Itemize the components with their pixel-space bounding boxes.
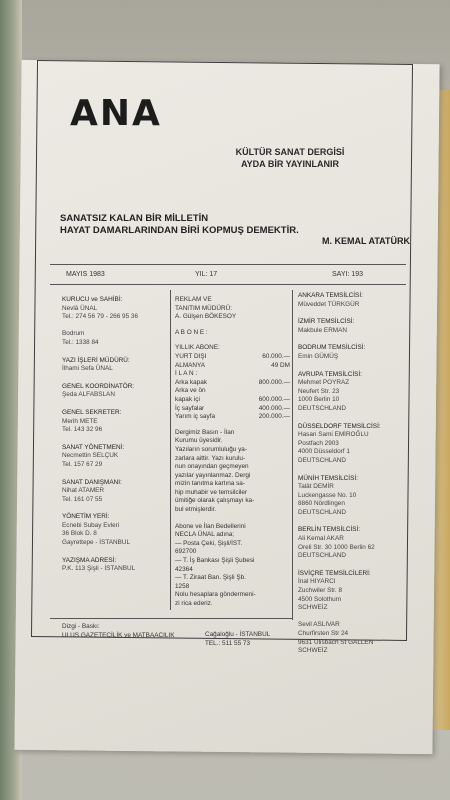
ad-manager-title: REKLAM VE	[175, 296, 212, 303]
representative-line: Luckengasse No. 10	[298, 491, 357, 499]
note-line: Yazıların sorumluluğu ya-	[175, 445, 247, 453]
subscription-row	[175, 353, 290, 362]
editorial-note	[175, 429, 290, 515]
representative-line: 4000 Düsseldorf 1	[298, 448, 350, 456]
quote-line-1: SANATSIZ KALAN BİR MİLLETİN	[60, 213, 209, 224]
quote-line-2: HAYAT DAMARLARINDAN BİRİ KOPMUŞ DEMEKTİR.	[60, 225, 299, 236]
quote-author: M. KEMAL ATATÜRK	[322, 236, 410, 246]
subscription-list	[175, 353, 290, 370]
representative-line: Sevil ASLIVAR	[298, 621, 340, 629]
staff-line: Şeda ALFABSLAN	[62, 391, 115, 399]
ad-price-row	[175, 413, 290, 422]
representative-line: DEUTSCHLAND	[298, 456, 346, 464]
representative-line: SCHWEİZ	[298, 647, 328, 655]
representative-title: İSVİÇRE TEMSİLCİLERİ:	[298, 569, 371, 577]
staff-line: Bodrum	[62, 330, 85, 338]
representative-block	[298, 475, 413, 518]
staff-line: Tel.: 274 56 79 - 266 95 36	[62, 313, 139, 321]
ad-price-row	[175, 387, 290, 396]
payment-line: 1258	[175, 582, 190, 590]
issue-number: SAYI: 193	[332, 271, 364, 278]
staff-block	[62, 513, 167, 547]
subscription-label: YURT DIŞI	[175, 352, 207, 360]
representative-title: MÜNİH TEMSİLCİSİ:	[298, 474, 358, 482]
note-line: bul etmişlerdir.	[175, 506, 217, 514]
representative-line: Emin GÜMÜŞ	[298, 352, 339, 360]
note-line: Kurumu üyesidir.	[175, 437, 223, 445]
issue-month: MAYIS 1983	[66, 271, 105, 278]
ad-price-label: Arka ve ön	[175, 387, 206, 395]
ads-title: İ L A N :	[175, 370, 198, 378]
ad-price-label: kapak içi	[175, 395, 200, 403]
ad-price-value: 200.000.—	[258, 413, 290, 421]
representative-block	[298, 318, 413, 335]
payment-line: — T. Ziraat Ban. Şişli Şb.	[175, 574, 246, 582]
note-line: zarlara aittir. Yazı kurulu-	[175, 454, 246, 462]
note-line: mizin tanıtma kartına sa-	[175, 480, 245, 488]
representative-line: Makbule ERMAN	[298, 326, 348, 334]
ad-price-value: 600.000.—	[258, 395, 290, 403]
staff-title: SANAT YÖNETMENİ:	[62, 443, 125, 451]
staff-block	[62, 444, 167, 470]
staff-block	[62, 383, 167, 400]
representative-line: DEUTSCHLAND	[298, 552, 346, 560]
staff-title: KURUCU ve SAHİBİ:	[62, 296, 123, 303]
payment-line: Nolu hesaplara göndermeni-	[175, 591, 256, 599]
staff-line: Tel.: 1338 84	[62, 338, 99, 346]
staff-column	[62, 296, 167, 583]
staff-line: Necmettin SELÇUK	[62, 452, 119, 460]
staff-title: GENEL SEKRETER:	[62, 408, 122, 416]
representative-line: Müveddet TÜRKGÜR	[298, 300, 360, 308]
staff-title: YAZIŞMA ADRESİ:	[62, 556, 117, 564]
ad-manager-title-2: TANITIM MÜDÜRÜ:	[175, 304, 233, 312]
subscription-value: 60.000.—	[262, 352, 290, 360]
payment-line: Abone ve İlan Bedellerini	[175, 522, 246, 530]
payment-line: — Posta Çeki, Şişli/İST.	[175, 539, 243, 547]
subscription-row	[175, 362, 290, 371]
representative-line: 1000 Berlin 10	[298, 396, 340, 404]
staff-line: Merih METE	[62, 417, 98, 425]
staff-line: İlhami Sefa ÜNAL	[62, 365, 113, 373]
printer-phone: TEL.: 511 55 73	[205, 640, 251, 647]
representative-line: Mehmet POYRAZ	[298, 379, 350, 387]
staff-line: Gayrettepe - İSTANBUL	[62, 539, 131, 547]
representative-title: DÜSSELDORF TEMSİLCİSİ:	[298, 422, 381, 430]
representative-block	[298, 423, 413, 466]
divider-top	[50, 264, 406, 265]
staff-title: YÖNETİM YERİ:	[62, 513, 110, 521]
ad-price-value: 400.000.—	[258, 404, 290, 412]
representative-block	[298, 371, 413, 414]
representative-line: Churfirsten Str 24	[298, 630, 349, 637]
payment-line: — T. İş Bankası Şişli Şubesi	[175, 557, 255, 565]
ad-price-label: Arka kapak	[175, 378, 207, 386]
subscription-title: A B O N E :	[175, 328, 208, 336]
representative-line: Zuchwiler Str. 8	[298, 587, 343, 595]
printer-address: Cağaloğlu - İSTANBUL	[205, 631, 271, 638]
note-line: nun onayından geçmeyen	[175, 463, 249, 471]
staff-line: Ecnebi Subay Evleri	[62, 521, 120, 529]
representative-line: DEUTSCHLAND	[298, 404, 346, 412]
representative-line: Ali Kemal AKAR	[298, 535, 344, 543]
staff-block	[62, 557, 167, 574]
payment-info	[175, 523, 290, 609]
representative-line	[298, 613, 413, 622]
ad-manager-name: A. Gülşen BÖKESOY	[175, 313, 237, 321]
column-divider-right	[292, 290, 293, 620]
printer-info	[62, 622, 174, 640]
representative-line: Talât DEMİR	[298, 483, 334, 491]
staff-title: SANAT DANIŞMANI:	[62, 478, 122, 486]
staff-title: YAZI İŞLERİ MÜDÜRÜ:	[62, 356, 130, 364]
staff-block	[62, 296, 167, 348]
yearly-subscription-title: YILLIK ABONE:	[175, 344, 220, 352]
representative-line: Hasan Sami EMİROĞLU	[298, 431, 369, 439]
representative-line: Neufert Str. 23	[298, 387, 340, 395]
representative-title: BERLİN TEMSİLCİSİ:	[298, 526, 361, 534]
representative-line: SCHWEİZ	[298, 604, 328, 612]
subscription-label: ALMANYA	[175, 361, 206, 369]
representative-block	[298, 526, 413, 560]
representative-line: Postfach 2903	[298, 439, 339, 447]
magazine-logo: ANA	[70, 93, 162, 134]
issue-year: YIL: 17	[195, 271, 218, 278]
subscription-value: 49 DM	[271, 361, 290, 369]
representative-line: 9631 Ulisbach St GALLEN	[298, 638, 374, 646]
staff-block	[62, 357, 167, 374]
ad-price-list	[175, 379, 290, 422]
staff-block	[62, 479, 167, 505]
note-line: hip muhabir ve temsilciler	[175, 488, 248, 496]
ad-price-value: 800.000.—	[258, 378, 290, 386]
column-divider-left	[170, 290, 171, 610]
staff-line: Tel. 161 07 55	[62, 495, 103, 503]
staff-block	[62, 409, 167, 435]
representative-line: 4500 Solothurn	[298, 595, 342, 603]
representative-block	[298, 292, 413, 309]
ad-price-row	[175, 405, 290, 414]
print-title: Dizgi - Baskı:	[62, 623, 100, 630]
payment-line: 692700	[175, 548, 197, 556]
staff-line: Nihat ATAMER	[62, 487, 105, 495]
note-line: Dergimiz Basın - İlan	[175, 428, 235, 436]
representative-title: İZMİR TEMSİLCİSİ:	[298, 318, 355, 326]
representative-line: DEUTSCHLAND	[298, 508, 346, 516]
note-line: ümitiğe olarak çalışmayı ka-	[175, 497, 255, 505]
ad-price-row	[175, 396, 290, 405]
representative-title: BODRUM TEMSİLCİSİ:	[298, 344, 366, 352]
representative-title: AVRUPA TEMSİLCİSİ:	[298, 370, 362, 378]
staff-line: Tel. 143 32 96	[62, 426, 103, 434]
staff-line: Nevlâ ÜNAL	[62, 304, 98, 312]
divider-issue	[50, 284, 406, 285]
staff-line: 36 Blok D. 8	[62, 530, 97, 538]
staff-line: Tel. 157 67 29	[62, 460, 103, 468]
staff-line	[62, 322, 167, 331]
subtitle-line-1: KÜLTÜR SANAT DERGİSİ	[235, 147, 345, 157]
subtitle-line-2: AYDA BİR YAYINLANIR	[240, 159, 340, 169]
printer-name: ULUS GAZETECİLİK ve MATBAACILIK	[62, 632, 175, 639]
representative-block	[298, 344, 413, 361]
ad-price-row	[175, 379, 290, 388]
staff-line: P.K. 113 Şişli - İSTANBUL	[62, 565, 136, 573]
representative-block	[298, 570, 413, 656]
ad-price-label: İç sayfalar	[175, 404, 205, 412]
ataturk-quote	[60, 213, 299, 237]
printer-contact	[205, 630, 270, 648]
representative-line: 8860 Nördlingen	[298, 500, 345, 508]
subscription-column	[175, 296, 290, 609]
payment-line: 42364	[175, 565, 193, 573]
representative-line: İnal HIYARCI	[298, 578, 336, 586]
payment-line: zi rica ederiz.	[175, 600, 213, 607]
note-line: yazılar yayınlanmaz. Dergi	[175, 471, 251, 479]
representative-title: ANKARA TEMSİLCİSİ:	[298, 292, 363, 299]
payment-line: NECLA ÜNAL adına;	[175, 531, 235, 539]
ad-price-label: Yarım iç sayfa	[175, 413, 216, 421]
divider-bottom	[50, 618, 292, 619]
staff-title: GENEL KOORDİNATÖR:	[62, 382, 135, 390]
representatives-column	[298, 292, 413, 665]
representative-line: Oreli Str. 30 1000 Berlin 62	[298, 543, 375, 551]
